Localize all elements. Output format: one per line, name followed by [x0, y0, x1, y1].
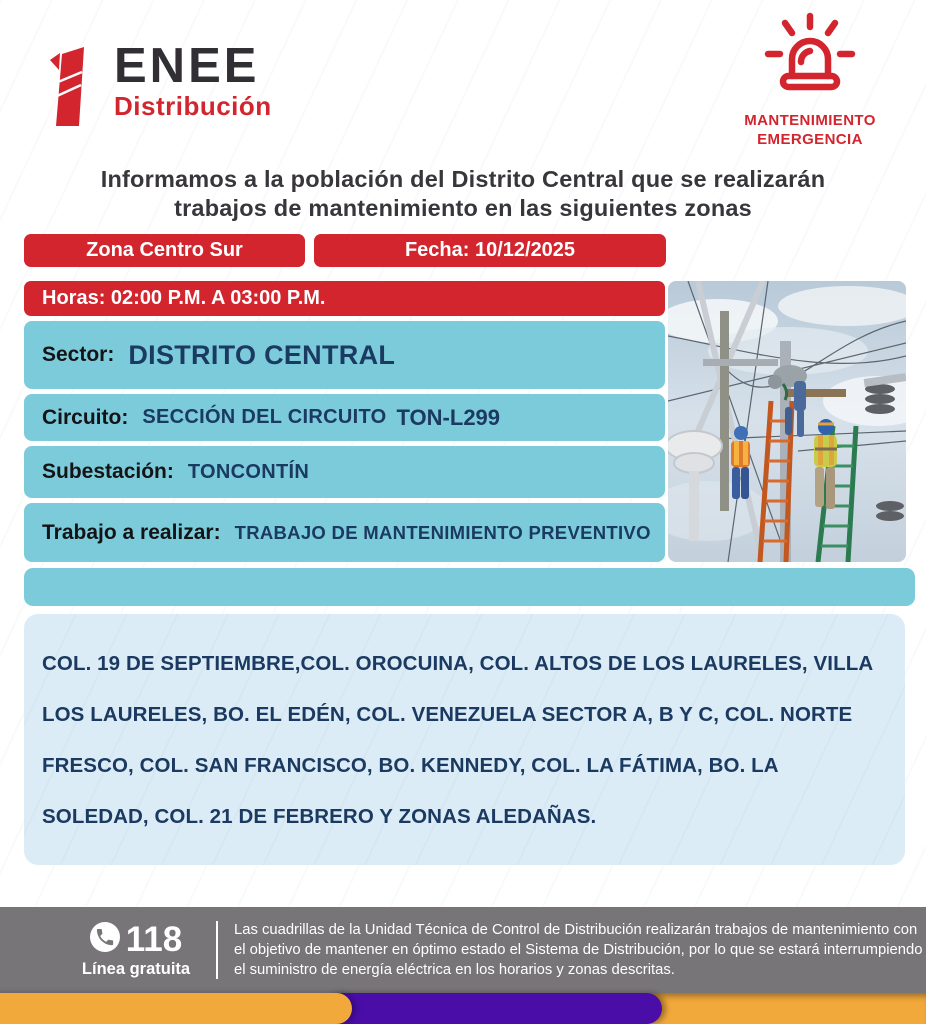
stripe-orange-segment	[0, 993, 352, 1024]
footer-divider	[216, 921, 218, 979]
headline-line1: Informamos a la población del Distrito Central que se realizarán	[100, 166, 826, 192]
hours-bar: Horas: 02:00 P.M. A 03:00 P.M.	[24, 281, 665, 316]
circuito-value: SECCIÓN DEL CIRCUITO	[142, 406, 387, 428]
phone-icon	[90, 922, 120, 957]
phone-caption: Línea gratuita	[81, 959, 191, 978]
headline-line2: trabajos de mantenimiento en las siguientes zonas	[174, 195, 752, 221]
subestacion-value: TONCONTÍN	[187, 460, 310, 483]
linemen-photo	[668, 281, 906, 562]
trabajo-label: Trabajo a realizar:	[42, 520, 221, 544]
info-row-sector	[24, 321, 665, 389]
badge-line1: MANTENIMIENTO	[744, 112, 876, 129]
emergency-badge	[722, 10, 898, 149]
headline	[0, 165, 926, 223]
circuito-label: Circuito:	[42, 405, 129, 429]
teal-divider-bar	[24, 568, 915, 606]
info-row-subestacion	[24, 446, 665, 498]
info-column	[24, 281, 665, 562]
main-block	[24, 281, 906, 562]
brand-name: ENEE	[114, 39, 260, 93]
footer-bar	[0, 907, 926, 993]
subestacion-label: Subestación:	[42, 460, 174, 483]
siren-icon	[754, 93, 866, 110]
info-row-trabajo	[24, 503, 665, 562]
phone-block	[70, 919, 202, 979]
trabajo-value: TRABAJO DE MANTENIMIENTO PREVENTIVO	[234, 521, 651, 543]
tag-row	[24, 234, 666, 267]
info-row-circuito	[24, 394, 665, 441]
circuito-code: TON-L299	[396, 404, 501, 430]
logo-text	[114, 39, 272, 122]
zones-box	[24, 614, 905, 865]
stripe-purple-segment	[322, 993, 662, 1024]
phone-number: 118	[125, 919, 183, 959]
footer-note: Las cuadrillas de la Unidad Técnica de Control de Distribución realizarán trabajos de mantenimiento con el objetivo de mantener en óptimo estado el Sistema de Distribución, por lo que se estará interrumpiendo el suministro de energía eléctrica en los horarios y zonas descritas.	[234, 922, 923, 978]
brand-division: Distribución	[114, 91, 272, 121]
bottom-stripe	[0, 993, 926, 1024]
badge-line2: EMERGENCIA	[757, 131, 863, 148]
zones-text: COL. 19 DE SEPTIEMBRE,COL. OROCUINA, COL. ALTOS DE LOS LAURELES, VILLA LOS LAURELES, BO. EL EDÉN, COL. VENEZUELA SECTOR A, B Y C, COL. NORTE FRESCO, COL. SAN FRANCISCO, BO. KENNEDY, COL. LA FÁTIMA, BO. LA SOLEDAD, COL. 21 DE FEBRERO Y ZONAS ALEDAÑAS.	[42, 652, 873, 828]
pylon-logo-icon	[48, 44, 106, 131]
sector-value: DISTRITO CENTRAL	[128, 339, 396, 370]
zone-tag: Zona Centro Sur	[24, 234, 305, 267]
enee-logo	[48, 39, 272, 131]
date-tag: Fecha: 10/12/2025	[314, 234, 666, 267]
sector-label: Sector:	[42, 343, 115, 366]
